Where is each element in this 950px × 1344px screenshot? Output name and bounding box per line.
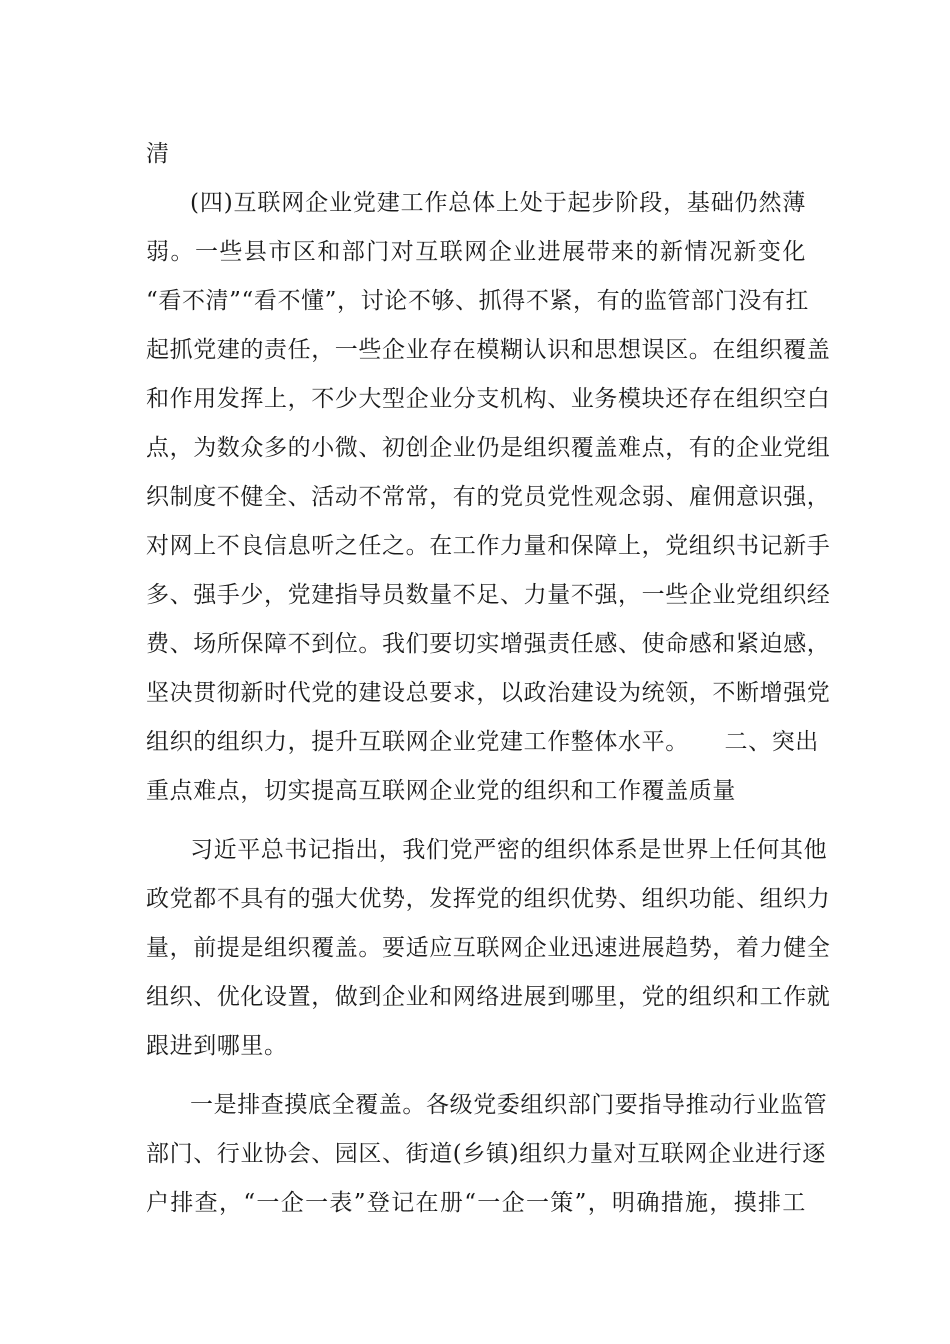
text-line: 户排查，“一企一表”登记在册“一企一策”，明确措施，摸排工 (146, 1190, 806, 1216)
text-line: 费、场所保障不到位。我们要切实增强责任感、使命感和紧迫感， (146, 631, 831, 657)
text-line: 重点难点，切实提高互联网企业党的组织和工作覆盖质量 (146, 778, 736, 804)
text-line: 清 (146, 141, 170, 167)
text-line: 点，为数众多的小微、初创企业仍是组织覆盖难点，有的企业党组 (146, 435, 831, 461)
text-line: “看不清”“看不懂”，讨论不够、抓得不紧，有的监管部门没有扛 (146, 288, 810, 314)
text-line: 量，前提是组织覆盖。要适应互联网企业迅速进展趋势，着力健全 (146, 935, 831, 961)
text-line: 坚决贯彻新时代党的建设总要求，以政治建设为统领，不断增强党 (146, 680, 831, 706)
text-line: 和作用发挥上，不少大型企业分支机构、业务模块还存在组织空白 (146, 386, 831, 412)
text-line: 弱。一些县市区和部门对互联网企业进展带来的新情况新变化 (146, 239, 806, 265)
text-line: 多、强手少，党建指导员数量不足、力量不强，一些企业党组织经 (146, 582, 831, 608)
text-line: 织制度不健全、活动不常常，有的党员党性观念弱、雇佣意识强， (146, 484, 831, 510)
text-line: 一是排查摸底全覆盖。各级党委组织部门要指导推动行业监管 (190, 1092, 828, 1118)
text-line: 组织的组织力，提升互联网企业党建工作整体水平。 二、突出 (146, 729, 819, 755)
text-line: (四)互联网企业党建工作总体上处于起步阶段，基础仍然薄 (190, 190, 806, 216)
text-line: 组织、优化设置，做到企业和网络进展到哪里，党的组织和工作就 (146, 984, 831, 1010)
text-line: 跟进到哪里。 (146, 1033, 288, 1059)
text-line: 对网上不良信息听之任之。在工作力量和保障上，党组织书记新手 (146, 533, 831, 559)
text-line: 部门、行业协会、园区、街道(乡镇)组织力量对互联网企业进行逐 (146, 1141, 826, 1167)
text-line: 政党都不具有的强大优势，发挥党的组织优势、组织功能、组织力 (146, 886, 831, 912)
text-line: 习近平总书记指出，我们党严密的组织体系是世界上任何其他 (190, 837, 828, 863)
text-line: 起抓党建的责任，一些企业存在模糊认识和思想误区。在组织覆盖 (146, 337, 831, 363)
